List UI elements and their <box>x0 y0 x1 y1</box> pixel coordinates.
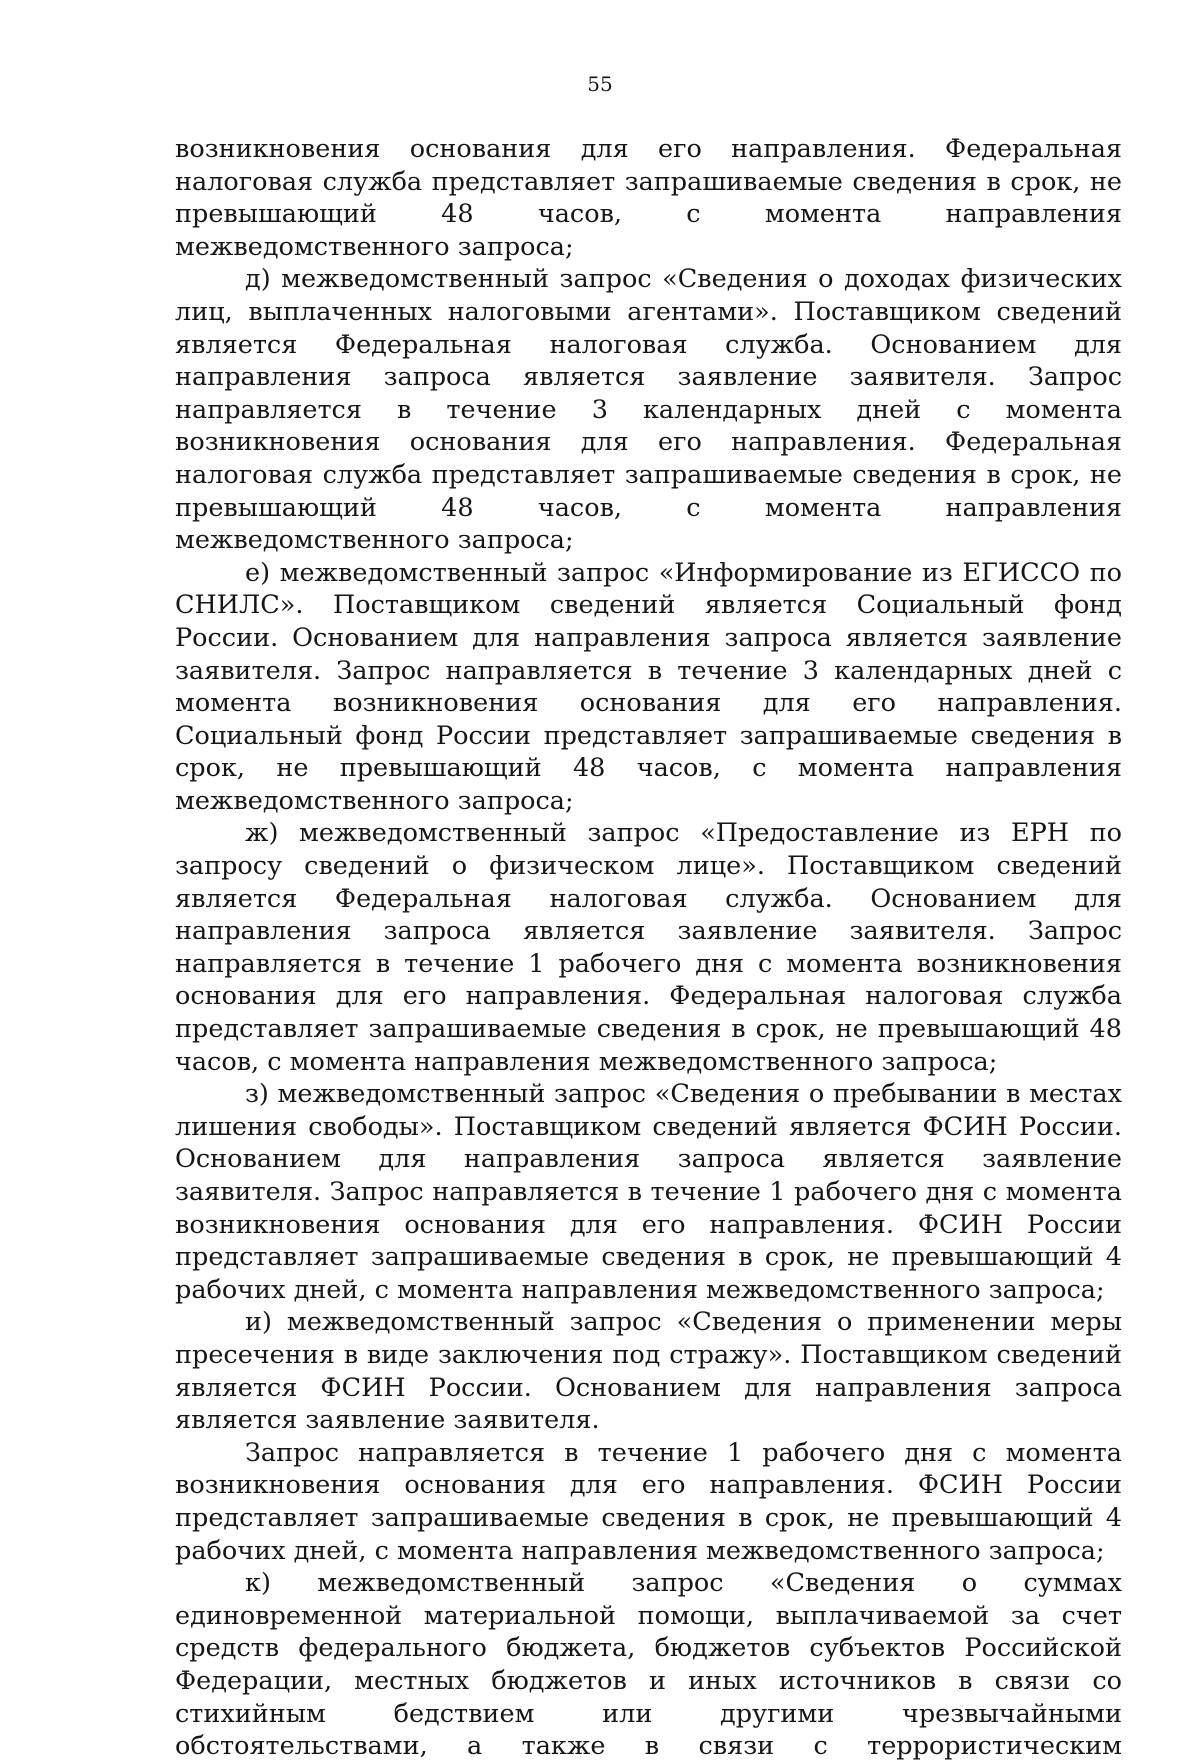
paragraph-item-i: и) межведомственный запрос «Сведения о применении меры пресечения в виде заключения под стражу». Поставщиком сведений является ФСИН России. Основанием для направления запроса является заявление заявителя. <box>175 1307 1122 1436</box>
paragraph-request-timing: Запрос направляется в течение 1 рабочего дня с момента возникновения основания для его направления. ФСИН России представляет запрашиваемые сведения в срок, не превышающий 4 рабочих дней, с момента направления межведомственного запроса; <box>175 1437 1122 1566</box>
paragraph-item-zh: ж) межведомственный запрос «Предоставление из ЕРН по запросу сведений о физическом лице». Поставщиком сведений является Федеральная налоговая служба. Основанием для направления запроса является заявление заявителя. Запрос направляется в течение 1 рабочего дня с момента возникновения основания для его направления. Федеральная налоговая служба представляет запрашиваемые сведения в срок, не превышающий 48 часов, с момента направления межведомственного запроса; <box>175 818 1122 1077</box>
paragraph-item-e: е) межведомственный запрос «Информирование из ЕГИССО по СНИЛС». Поставщиком сведений является Социальный фонд России. Основанием для направления запроса является заявление заявителя. Запрос направляется в течение 3 календарных дней с момента возникновения основания для его направления. Социальный фонд России представляет запрашиваемые сведения в срок, не превышающий 48 часов, с момента направления межведомственного запроса; <box>175 557 1122 816</box>
page-number: 55 <box>587 72 613 96</box>
paragraph-item-k: к) межведомственный запрос «Сведения о суммах единовременной материальной помощи, выплачиваемой за счет средств федерального бюджета, бюджетов субъектов Российской Федерации, местных бюджетов и иных источников в связи со стихийным бедствием или другими чрезвычайными обстоятельствами, а также в связи с террористическим <box>175 1568 1122 1762</box>
paragraph-item-d: д) межведомственный запрос «Сведения о доходах физических лиц, выплаченных налоговыми агентами». Поставщиком сведений является Федеральная налоговая служба. Основанием для направления запроса является заявление заявителя. Запрос направляется в течение 3 календарных дней с момента возникновения основания для его направления. Федеральная налоговая служба представляет запрашиваемые сведения в срок, не превышающий 48 часов, с момента направления межведомственного запроса; <box>175 264 1122 556</box>
document-body <box>175 133 1122 1763</box>
paragraph-continuation: возникновения основания для его направления. Федеральная налоговая служба представляет запрашиваемые сведения в срок, не превышающий 48 часов, с момента направления межведомственного запроса; <box>175 134 1122 262</box>
paragraph-item-z: з) межведомственный запрос «Сведения о пребывании в местах лишения свободы». Поставщиком сведений является ФСИН России. Основанием для направления запроса является заявление заявителя. Запрос направляется в течение 1 рабочего дня с момента возникновения основания для его направления. ФСИН России представляет запрашиваемые сведения в срок, не превышающий 4 рабочих дней, с момента направления межведомственного запроса; <box>175 1079 1122 1305</box>
